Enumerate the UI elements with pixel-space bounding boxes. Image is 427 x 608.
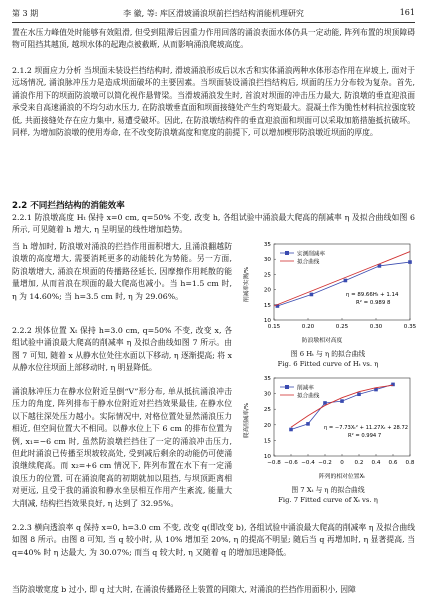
x-axis-label: 阵列的相对位置Xₜ — [318, 474, 366, 480]
data-point — [310, 293, 314, 297]
y-tick-label: 15 — [263, 438, 271, 445]
data-point — [306, 422, 310, 426]
legend-label-fit: 拟合曲线 — [297, 393, 320, 400]
x-tick-label: 0.6 — [388, 460, 398, 466]
x-tick-label: −0.2 — [318, 460, 332, 466]
data-point — [408, 260, 412, 264]
y-tick-label: 30 — [263, 257, 271, 264]
data-point — [344, 279, 348, 283]
data-point — [323, 401, 327, 405]
x-tick-label: 0.2 — [354, 460, 364, 466]
x-tick-label: −0.6 — [284, 460, 298, 466]
paragraph-intro: 置在水压力峰值处时能够有效阻滑, 但受到阻滞后因重力作用回落的涌浪表面水体仍具一定动能, 阵列布置的坝顶障碍物可阻挡其越顶, 越坝水体的起跑点被截断, 从而影响涌浪爬坡高度。 — [12, 28, 415, 50]
legend — [280, 384, 320, 400]
plot-frame — [274, 378, 410, 456]
x-tick-label: −0.8 — [267, 460, 281, 466]
x-axis-label: 防浪墩相对高度 — [301, 338, 343, 344]
x-tick-label: 0.8 — [405, 460, 415, 466]
x-tick-label: 0.20 — [301, 324, 315, 330]
y-tick-label: 10 — [263, 454, 271, 460]
paragraph-2-2-1-intro: 2.2.1 防浪墩高度 Hₜ 保持 x=0 cm, q=50% 不变, 改变 h, 各组试验中涌浪最大爬高的削减率 η 及拟合曲线如图 6 所示, 可见随着 h 增大, η 呈明显的线性增加趋势。 — [12, 213, 415, 235]
paragraph-2-2-2-body: 涌浪脉冲压力在静水位附近呈倒“V”形分布, 单从抵抗涌浪冲击压力的角度, 阵列排布于静水位附近对拦挡效果最佳, 在静水位以下越往深处压力越小。实际情况中, 对格位置处显然涌浪压力相近, 但空间位置大不相同。以静水位上下 6 cm 的排布位置为例, x₁=−6 cm 时, 虽然防浪墩拦挡住了一定的涌浪冲击压力, 但此时涌浪已传播至坝坡较高处, 受到减后剩余的动能仍可使涌浪继续爬高。而 x₂=+6 cm 情况下, 阵列布置在水下有一定涌浪压力的位置, 可在涌浪爬高的初期就加以阻挡, 与坝顶距离相对更远, 且受于我的涌浪和静水坐层相互作用产生紊流, 能量大大削减, 结构拦挡效果良好, η 达到了 32.95%。 — [12, 387, 232, 508]
fit-r2: R² = 0.994 7 — [348, 433, 382, 439]
figure-6-chart — [238, 240, 418, 348]
y-tick-label: 30 — [263, 391, 271, 398]
paragraph-2-2-1-body: 当 h 增加时, 防浪墩对涌浪的拦挡作用面积增大, 且涌浪翻越防浪墩的高度增大, 需要消耗更多的动能转化为势能。另一方面, 防浪墩增大, 涌浪在坝面的传播路径延长, 因摩擦作用耗散的能量增加, 从而首浪在坝面的最大爬高也减小。当 h=1.5 cm 时, η 为 14.60%; 当 h=3.5 cm 时, η 为 29.06%。 — [12, 242, 232, 301]
x-tick-label: 0.30 — [369, 324, 383, 330]
paragraph-2-2-3: 2.2.3 横向透浪率 q 保持 x=0, h=3.0 cm 不变, 改变 q(即改变 b), 各组试验中涌浪最大爬高的削减率 η 及拟合曲线如图 8 所示。由图 8 可知, 当 q 较小时, 从 10% 增加至 20%, η 的提高不明显; 随后当 q 再增加时, η 显著提高, 当 q=40% 时 η 达最大, 为 30.07%; 而当 q 较大时, η 又随着 q 的增加迅速降低。 — [12, 523, 415, 557]
fit-equation: η = 89.66Hₜ + 1.14 — [346, 292, 399, 298]
y-tick-label: 15 — [263, 302, 271, 309]
fit-r2: R² = 0.989 8 — [356, 300, 391, 306]
paragraph-2-1-2: 2.1.2 坝面应力分析 当坝面未装设拦挡结构时, 滑坡涌浪形成后以水舌和实体涌浪两种水体形态作用在岸坡上, 面对于远场情况, 涌浪脉冲压力是造成坝面破坏的主要因素。当坝面装设涌浪拦挡结构后, 坝面的压力分布较为复杂。首先, 涌浪作用下的坝面防浪墩可以简化视作悬臂梁。当滑坡涌浪发生时, 首浪对坝面的冲击压力最大, 防浪墩的垂直迎浪面承受来自高速涌浪的不均匀动水压力, 在防浪墩垂直面和坝面接缝处产生约弯矩最大。混凝土作为脆性材料抗拉强度较低, 共面接缝处存在应力集中, 易遭受破坏。因此, 在防浪墩结构件的垂直迎浪面和坝面可以采取加筋措施抵抗破坏。同样, 为增加防浪墩的使用寿命, 在不改变防浪墩高度和宽度的前提下, 可以增加楔形防浪墩近坝面的厚度。 — [12, 66, 415, 138]
y-tick-label: 20 — [263, 422, 271, 429]
y-tick-label: 25 — [263, 272, 271, 279]
legend-square-rate — [285, 385, 289, 389]
legend — [280, 250, 325, 266]
y-axis-label: 爬高削减率/% — [244, 402, 250, 438]
x-tick-label: 0 — [340, 460, 344, 466]
issue-number: 第 3 期 — [12, 9, 39, 18]
paragraph-last: 当防浪墩宽度 b 过小, 即 q 过大时, 在涌浪传播路径上装置的同隙大, 对涌浪的拦挡作用面积小, 因障 — [12, 585, 356, 594]
x-tick-label: −0.4 — [301, 460, 315, 466]
figure-6-caption-cn: 图 6 Hₜ 与 η 的拟合曲线 — [290, 350, 366, 358]
paragraph-2-2-2: 2.2.2 坝体位置 Xₜ 保持 h=3.0 cm, q=50% 不变, 改变 x, 各组试验中涌浪最大爬高的削减率 η 及拟合曲线如图 7 所示。由图 7 可知, 随着 x 从静水位处往水面以下移动, η 逐渐提高; 将 x 从静水位往坝面上部移动时, η 明显降低。 — [12, 326, 232, 373]
legend-label-fit: 拟合曲线 — [297, 259, 320, 266]
y-tick-label: 10 — [263, 318, 271, 324]
figure-7-chart — [238, 374, 418, 484]
data-point — [340, 399, 344, 403]
y-tick-label: 25 — [263, 407, 271, 414]
y-tick-label: 35 — [263, 242, 271, 248]
page-number: 161 — [399, 8, 415, 17]
y-tick-label: 20 — [263, 287, 271, 294]
legend-label-measured: 实测削减率 — [297, 251, 325, 258]
figure-6-caption-en: Fig. 6 Fitted curve of Hₜ vs. η — [277, 360, 379, 368]
legend-square-measured — [285, 251, 289, 255]
fit-equation: η = −7.73Xₜ² + 11.27Xₜ + 28.72 — [324, 425, 409, 431]
figure-7-caption-cn: 图 7 Xₜ 与 η 的拟合曲线 — [291, 486, 365, 494]
running-title: 李 徽, 等: 库区滑坡涌浪坝前拦挡结构消能机理研究 — [123, 9, 304, 18]
figure-7-caption-en: Fig. 7 Fitted curve of Xₜ vs. η — [278, 496, 378, 504]
data-point — [289, 428, 293, 432]
y-axis-label: 削减率实测/% — [244, 266, 250, 302]
x-tick-label: 0.4 — [371, 460, 381, 466]
section-heading-2-2: 2.2 不同拦挡结构的消能效率 — [12, 201, 125, 211]
x-tick-label: 0.15 — [267, 324, 281, 330]
running-header — [12, 8, 415, 22]
data-point — [357, 392, 361, 396]
x-tick-label: 0.25 — [335, 324, 349, 330]
legend-label-rate: 削减率 — [297, 385, 314, 392]
y-tick-label: 35 — [263, 376, 271, 382]
x-tick-label: 0.35 — [403, 324, 417, 330]
header-rule — [12, 22, 415, 23]
